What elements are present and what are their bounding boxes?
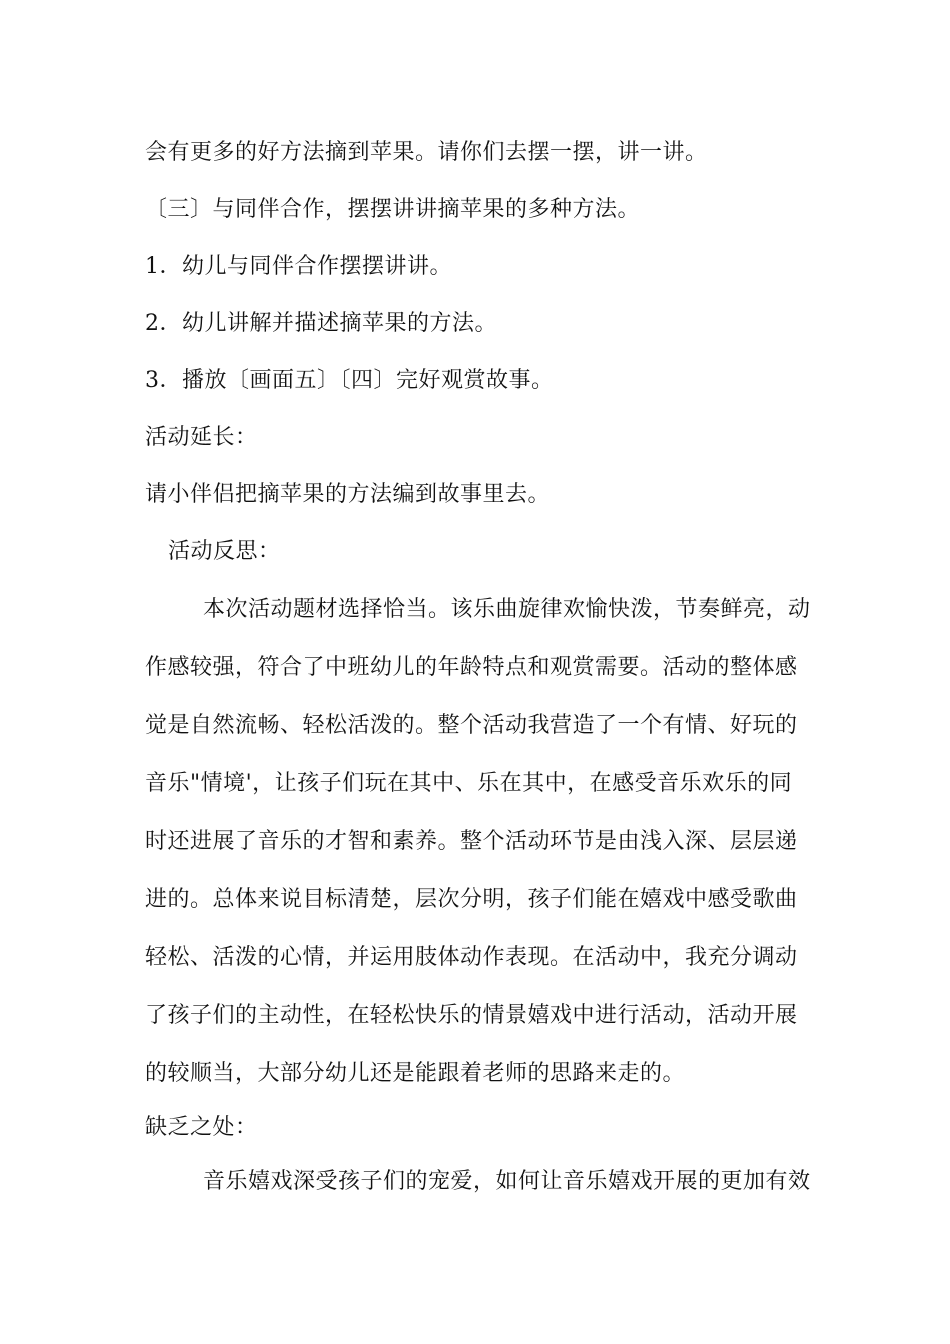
section-heading: 〔三〕与同伴合作，摆摆讲讲摘苹果的多种方法。 xyxy=(145,197,641,222)
text-line: 请小伴侣把摘苹果的方法编到故事里去。 xyxy=(145,482,551,507)
paragraph-line: 进的。总体来说目标清楚，层次分明，孩子们能在嬉戏中感受歌曲 xyxy=(145,887,798,912)
paragraph-line: 了孩子们的主动性，在轻松快乐的情景嬉戏中进行活动，活动开展 xyxy=(145,1003,798,1028)
section-heading: 活动反思： xyxy=(168,539,281,564)
paragraph-line: 的较顺当，大部分幼儿还是能跟着老师的思路来走的。 xyxy=(145,1061,686,1086)
text-line: 会有更多的好方法摘到苹果。请你们去摆一摆，讲一讲。 xyxy=(145,140,708,165)
paragraph-line: 时还进展了音乐的才智和素养。整个活动环节是由浅入深、层层递 xyxy=(145,829,798,854)
list-item: 3．播放〔画面五〕〔四〕完好观赏故事。 xyxy=(145,368,554,393)
paragraph-line: 音乐嬉戏深受孩子们的宠爱，如何让音乐嬉戏开展的更加有效 xyxy=(203,1169,811,1194)
paragraph-line: 音乐"情境'，让孩子们玩在其中、乐在其中，在感受音乐欢乐的同 xyxy=(145,771,793,796)
section-heading: 缺乏之处： xyxy=(145,1115,258,1140)
paragraph-line: 本次活动题材选择恰当。该乐曲旋律欢愉快泼，节奏鲜亮，动 xyxy=(203,597,811,622)
paragraph-line: 觉是自然流畅、轻松活泼的。整个活动我营造了一个有情、好玩的 xyxy=(145,713,798,738)
paragraph-line: 轻松、活泼的心情，并运用肢体动作表现。在活动中，我充分调动 xyxy=(145,945,798,970)
list-item: 1．幼儿与同伴合作摆摆讲讲。 xyxy=(145,254,452,279)
paragraph-line: 作感较强，符合了中班幼儿的年龄特点和观赏需要。活动的整体感 xyxy=(145,655,798,680)
section-heading: 活动延长： xyxy=(145,425,258,450)
list-item: 2．幼儿讲解并描述摘苹果的方法。 xyxy=(145,311,497,336)
